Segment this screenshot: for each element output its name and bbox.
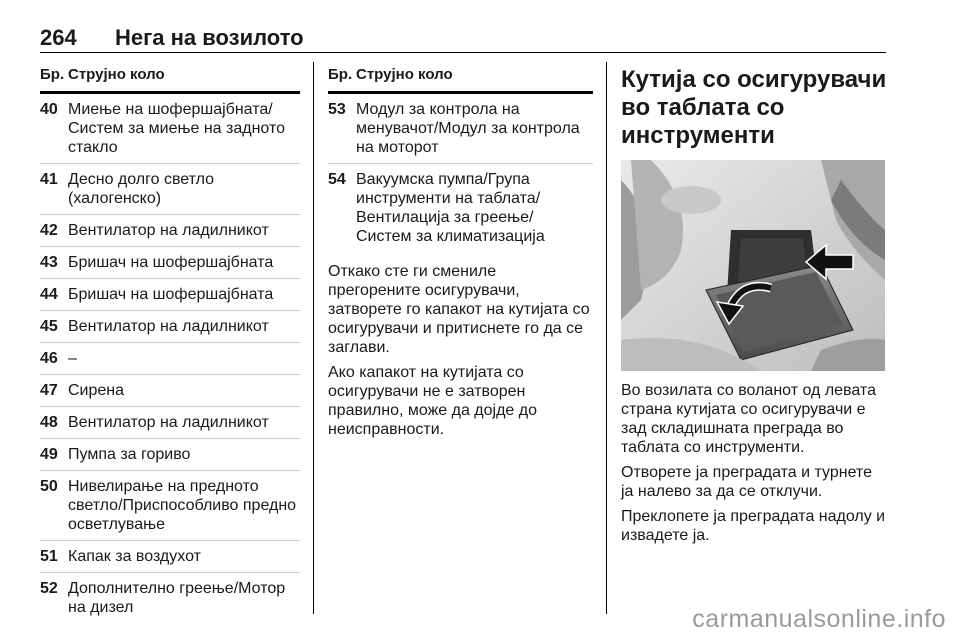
circuit-name: Вентилатор на ладилникот: [68, 414, 269, 431]
table-header: [328, 62, 593, 94]
circuit-name: Вентилатор на ладилникот: [68, 318, 269, 335]
circuit-name: Капак за воздухот: [68, 548, 201, 565]
circuit-name: Пумпа за гориво: [68, 446, 191, 463]
page-header: [40, 24, 886, 53]
table-header-num: Бр.: [328, 66, 353, 83]
circuit-name: Модул за контрола на менувачот/Модул за контрола на моторот: [356, 101, 580, 156]
circuit-name: Сирена: [68, 382, 125, 399]
table-row: [40, 471, 300, 541]
circuit-name: Миење на шофершајбната/ Систем за миење на задното стакло: [68, 101, 286, 156]
fuse-number: 52: [40, 580, 58, 597]
table-rows: [328, 94, 593, 252]
table-row: [328, 164, 593, 252]
table-rows: [40, 94, 300, 623]
body-paragraph: Откако сте ги смениле прегорените осигурувачи, затворете го капакот на кутијата со осигурувачи и притиснете го да се заглави.: [328, 263, 590, 356]
fuse-number: 44: [40, 286, 58, 303]
fuse-number: 49: [40, 446, 58, 463]
circuit-name: Нивелирање на предното светло/Приспособливо предно осветлување: [68, 478, 297, 533]
fuse-number: 46: [40, 350, 58, 367]
table-header-circuit: Струјно коло: [68, 66, 165, 83]
table-header: [40, 62, 300, 94]
circuit-name: Бришач на шофершајбната: [68, 286, 274, 303]
circuit-name: Десно долго светло (халогенско): [68, 171, 215, 207]
body-paragraph: Преклопете ја преградата надолу и извадете ја.: [621, 508, 886, 544]
page-number: 264: [40, 25, 77, 50]
table-row: [40, 343, 300, 375]
section-title: Кутија со осигурувачи во таблата со инструменти: [621, 66, 887, 149]
fuse-number: 50: [40, 478, 58, 495]
fuse-box-cover-photo: [621, 160, 885, 371]
circuit-name: Вентилатор на ладилникот: [68, 222, 269, 239]
table-row: [40, 439, 300, 471]
table-row: [40, 375, 300, 407]
fuse-number: 54: [328, 171, 346, 188]
fuse-number: 45: [40, 318, 58, 335]
fuse-number: 43: [40, 254, 58, 271]
table-row: [40, 311, 300, 343]
table-header-circuit: Струјно коло: [356, 66, 453, 83]
table-row: [40, 279, 300, 311]
circuit-name: Дополнително греење/Мотор на дизел: [68, 580, 286, 616]
body-paragraph: Отворете ја преградата и турнете ја налево за да се отклучи.: [621, 464, 872, 500]
fuse-number: 40: [40, 101, 58, 118]
table-row: [40, 407, 300, 439]
body-paragraph: Ако капакот на кутијата со осигурувачи не е затворен правилно, може да дојде до неисправности.: [328, 364, 538, 438]
fuse-table-column-2: [328, 62, 593, 439]
table-row: [328, 94, 593, 164]
table-row: [40, 215, 300, 247]
table-header-num: Бр.: [40, 66, 65, 83]
watermark-text: carmanualsonline.info: [692, 605, 946, 633]
fuse-number: 48: [40, 414, 58, 431]
fuse-number: 53: [328, 101, 346, 118]
section-body: [621, 381, 887, 545]
circuit-name: Бришач на шофершајбната: [68, 254, 274, 271]
table-row: [40, 94, 300, 164]
column-divider: [313, 62, 314, 614]
fuse-number: 42: [40, 222, 58, 239]
fuse-number: 41: [40, 171, 58, 188]
chapter-title: Нега на возилото: [115, 25, 304, 50]
table-row: [40, 164, 300, 215]
section-instrument-panel-fuse-box: [621, 66, 887, 545]
fuse-number: 47: [40, 382, 58, 399]
table-row: [40, 247, 300, 279]
column-divider: [606, 62, 607, 614]
table-row: [40, 541, 300, 573]
instructions-text: [328, 262, 593, 439]
fuse-number: 51: [40, 548, 58, 565]
circuit-name: Вакуумска пумпа/Група инструменти на таблата/ Вентилација за греење/ Систем за климатизација: [356, 171, 545, 245]
table-row: [40, 573, 300, 623]
circuit-name: –: [68, 350, 77, 367]
fuse-table-column-1: [40, 62, 300, 623]
body-paragraph: Во возилата со воланот од левата страна кутијата со осигурувачи е зад складишната преграда во таблата со инструменти.: [621, 382, 876, 456]
